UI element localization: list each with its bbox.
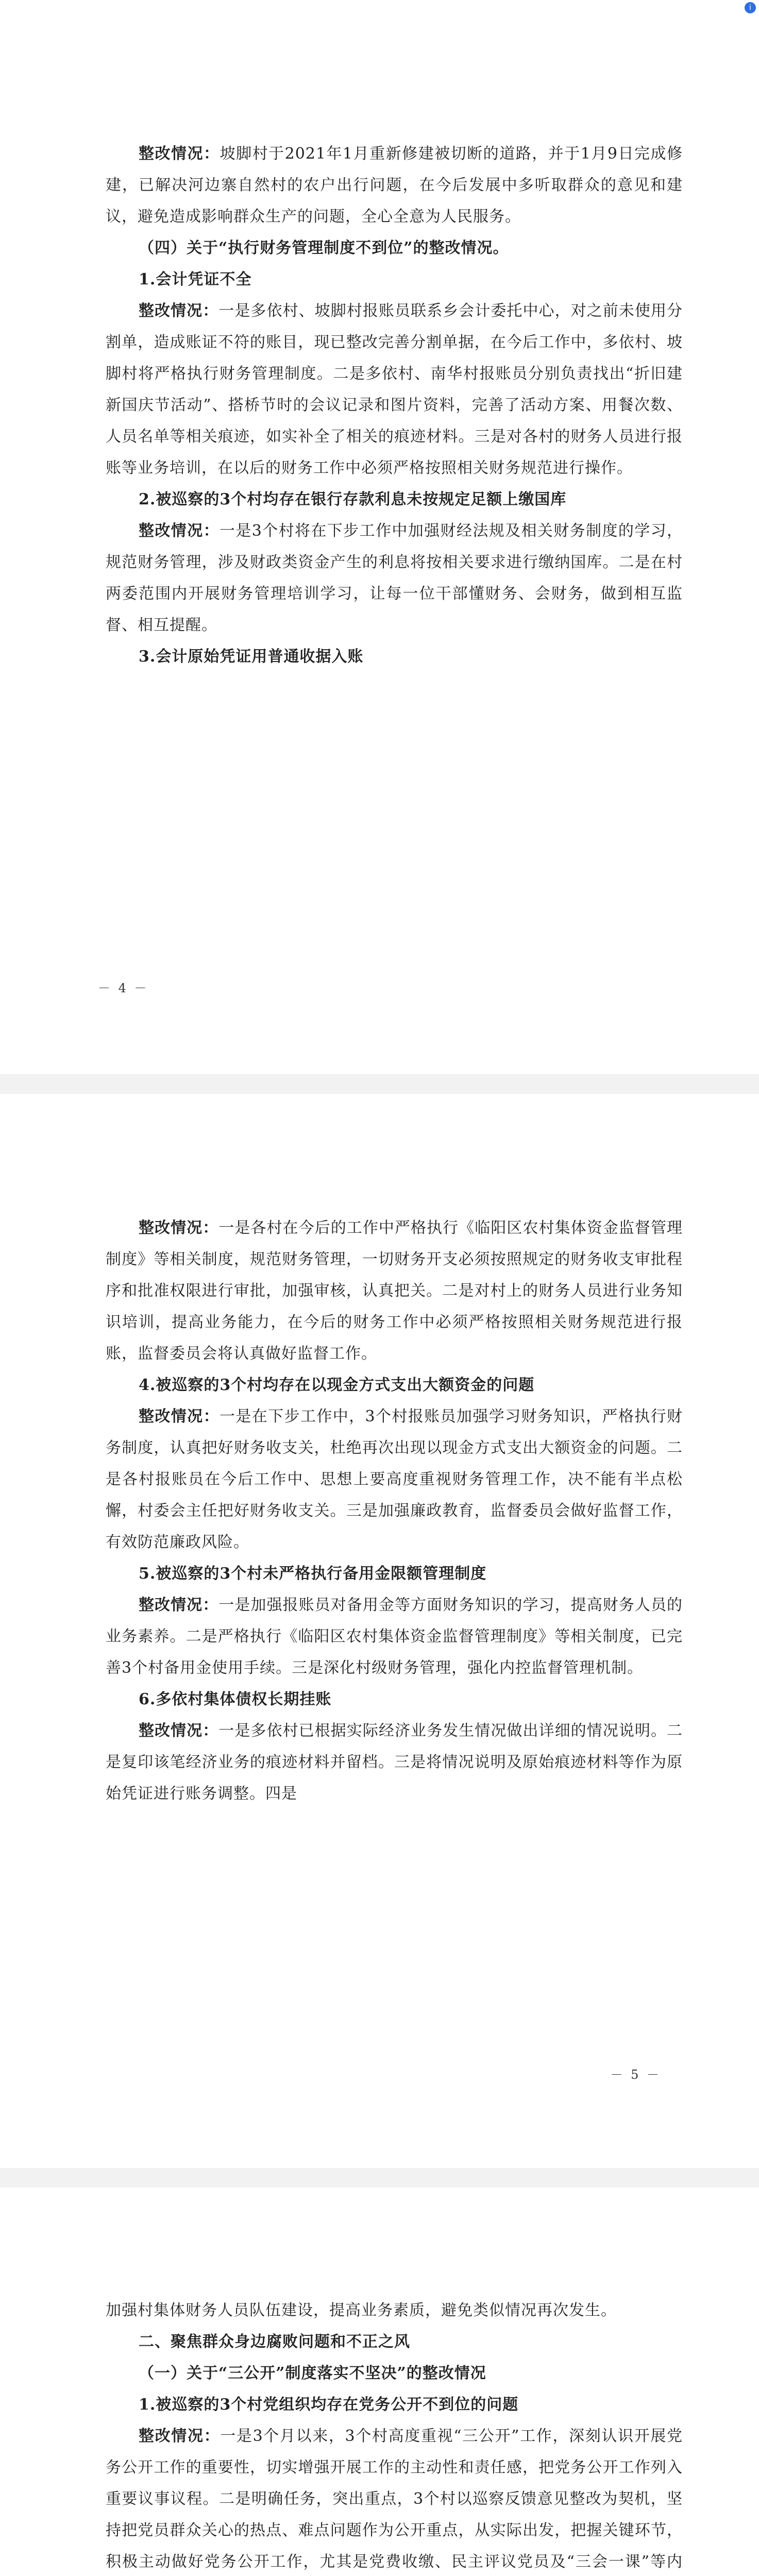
rectification-label: 整改情况： — [139, 2427, 221, 2445]
body-paragraph — [106, 1212, 683, 1369]
paragraph-text: 一是各村在今后的工作中严格执行《临阳区农村集体资金监督管理制度》等相关制度，规范财务管理，一切财务开支必须按照规定的财务收支审批程序和批准权限进行审批，加强审核，认真把关。二是对村上的财务人员进行业务知识培训，提高业务能力，在今后的财务工作中必须严格按照相关财务规范进行报账，监督委员会将认真做好监督工作。 — [106, 1219, 683, 1363]
paragraph-text: 加强村集体财务人员队伍建设，提高业务素质，避免类似情况再次发生。 — [106, 2301, 617, 2319]
rectification-label: 整改情况： — [139, 1596, 219, 1614]
section-heading: 3.会计原始凭证用普通收据入账 — [139, 648, 364, 666]
paragraph-text: 一是3个月以来，3个村高度重视“三公开”工作，深刻认识开展党务公开工作的重要性，切实增强开展工作的主动性和责任感，把党务公开工作列入重要议事议程。二是明确任务，突出重点，3个村以巡察反馈意见整改为契机，坚持把党员群众关心的热点、难点问题作为公开重点，从实际出发，把握关键环节，积极主动做好党务公开工作，尤其是党费收缴、民主评议党员及“三会一课”等内 — [106, 2427, 683, 2571]
paragraph-text: 一是在下步工作中，3个村报账员加强学习财务知识，严格执行财务制度，认真把好财务收支关，杜绝再次出现以现金方式支出大额资金的问题。二是各村报账员在今后工作中、思想上要高度重视财务管理工作，决不能有半点松懈，村委会主任把好财务收支关。三是加强廉政教育，监督委员会做好监督工作，有效防范廉政风险。 — [106, 1408, 683, 1551]
rectification-label: 整改情况： — [139, 302, 219, 320]
section-heading: 5.被巡察的3个村未严格执行备用金限额管理制度 — [139, 1565, 487, 1583]
page-number: － 5 － — [610, 2067, 661, 2082]
section-heading: 6.多依村集体债权长期挂账 — [139, 1690, 332, 1708]
rectification-label: 整改情况： — [139, 1408, 220, 1426]
body-paragraph — [106, 2420, 683, 2576]
body-paragraph — [106, 295, 683, 484]
paragraph-text: 一是3个村将在下步工作中加强财经法规及相关财务制度的学习，规范财务管理，涉及财政类资金产生的利息将按相关要求进行缴纳国库。二是在村两委范围内开展财务管理培训学习，让每一位干部懂财务、会财务，做到相互监督、相互提醒。 — [106, 522, 683, 634]
body-paragraph — [106, 2295, 683, 2326]
paragraph-text: 一是多依村已根据实际经济业务发生情况做出详细的情况说明。二是复印该笔经济业务的痕迹材料并留档。三是将情况说明及原始痕迹材料等作为原始凭证进行账务调整。四是 — [106, 1722, 683, 1803]
body-paragraph — [106, 1589, 683, 1684]
document-page-5 — [0, 1094, 759, 2168]
section-heading: 1.会计凭证不全 — [139, 270, 252, 289]
section-heading: 4.被巡察的3个村均存在以现金方式支出大额资金的问题 — [139, 1376, 535, 1394]
page-separator — [0, 1074, 759, 1094]
paragraph-text: 坡脚村于2021年1月重新修建被切断的道路，并于1月9日完成修建，已解决河边寨自然村的农户出行问题，在今后发展中多听取群众的意见和建议，避免造成影响群众生产的问题，全心全意为人民服务。 — [106, 145, 683, 226]
page-separator — [0, 2168, 759, 2188]
body-paragraph — [106, 138, 683, 232]
rectification-label: 整改情况： — [139, 522, 220, 540]
page-number: － 4 － — [98, 981, 149, 995]
section-heading: （四）关于“执行财务管理制度不到位”的整改情况。 — [139, 239, 509, 257]
document-page-6 — [0, 2188, 759, 2576]
section-heading: 1.被巡察的3个村党组织均存在党务公开不到位的问题 — [139, 2396, 519, 2414]
body-paragraph — [106, 1401, 683, 1558]
paragraph-text: 一是加强报账员对备用金等方面财务知识的学习，提高财务人员的业务素养。二是严格执行《临阳区农村集体资金监督管理制度》等相关制度，已完善3个村备用金使用手续。三是深化村级财务管理，强化内控监督管理机制。 — [106, 1596, 683, 1677]
info-badge-icon[interactable]: i — [745, 2, 756, 13]
rectification-label: 整改情况： — [139, 1219, 219, 1237]
rectification-label: 整改情况： — [139, 145, 220, 163]
document-page-4 — [0, 0, 759, 1074]
page-6-body — [106, 2295, 683, 2576]
page-5-body — [106, 1212, 683, 1809]
page-4-body — [106, 138, 683, 672]
rectification-label: 整改情况： — [139, 1722, 219, 1740]
section-heading: 2.被巡察的3个村均存在银行存款利息未按规定足额上缴国库 — [139, 490, 567, 509]
body-paragraph — [106, 515, 683, 641]
section-heading: 二、聚焦群众身边腐败问题和不正之风 — [139, 2333, 410, 2351]
paragraph-text: 一是多依村、坡脚村报账员联系乡会计委托中心，对之前未使用分割单，造成账证不符的账目，现已整改完善分割单据，在今后工作中，多依村、坡脚村将严格执行财务管理制度。二是多依村、南华村报账员分别负责找出“折旧建新国庆节活动”、搭桥节时的会议记录和图片资料，完善了活动方案、用餐次数、人员名单等相关痕迹，如实补全了相关的痕迹材料。三是对各村的财务人员进行报账等业务培训，在以后的财务工作中必须严格按照相关财务规范进行操作。 — [106, 302, 683, 477]
section-heading: （一）关于“三公开”制度落实不坚决”的整改情况 — [139, 2364, 486, 2382]
body-paragraph — [106, 1715, 683, 1809]
